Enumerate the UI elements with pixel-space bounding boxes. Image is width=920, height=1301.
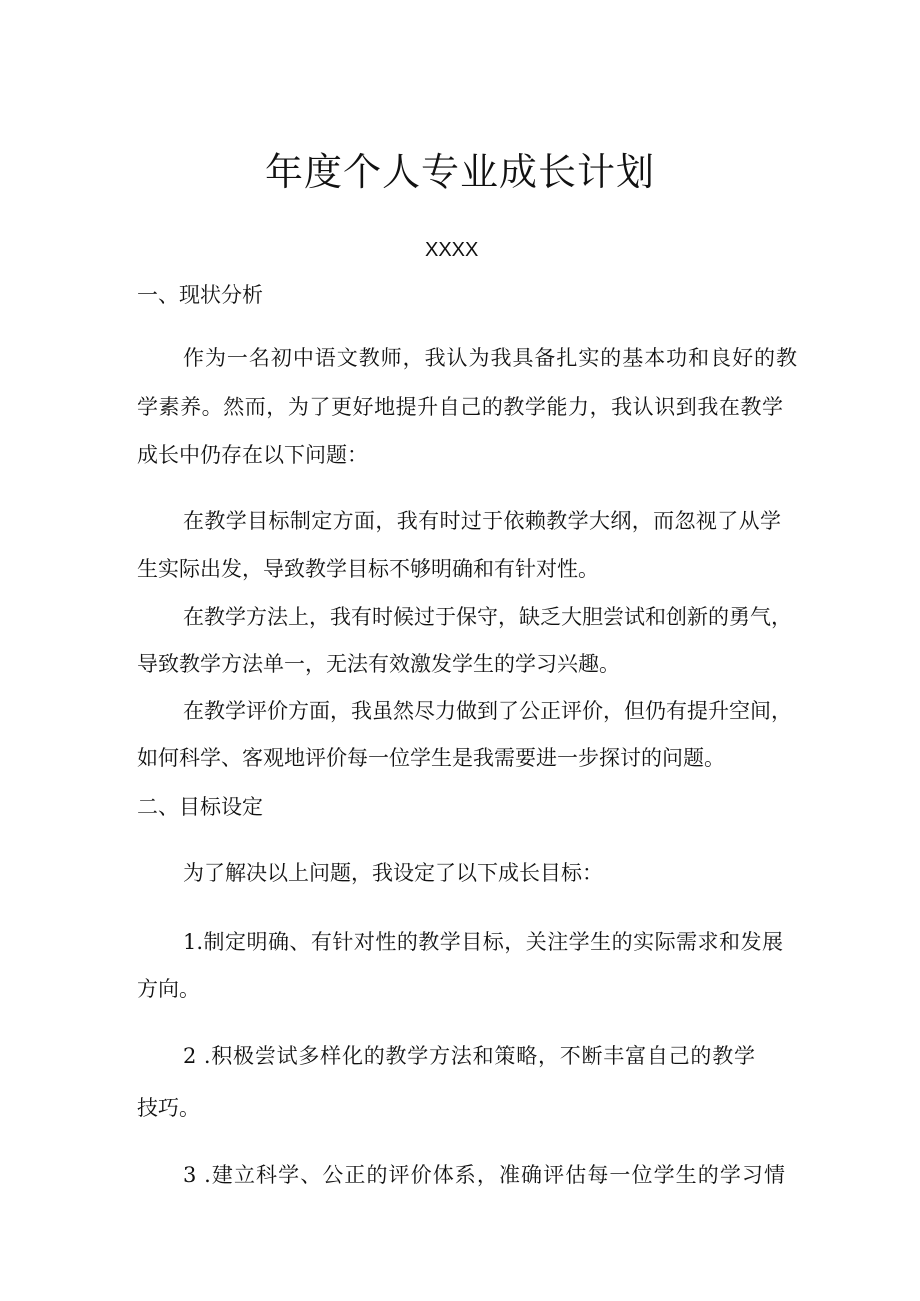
paragraph-line: 成长中仍存在以下问题：	[137, 443, 368, 467]
section-heading-status: 一、现状分析	[137, 283, 263, 307]
paragraph-line: 生实际出发，导致教学目标不够明确和有针对性。	[137, 557, 599, 581]
paragraph-line: 在教学方法上，我有时候过于保守，缺乏大胆尝试和创新的勇气，	[183, 605, 792, 629]
paragraph-line: 作为一名初中语文教师，我认为我具备扎实的基本功和良好的教	[183, 346, 797, 370]
paragraph-line: 在教学目标制定方面，我有时过于依赖教学大纲，而忽视了从学	[183, 509, 781, 533]
paragraph-line: 方向。	[137, 977, 200, 1001]
goal-item-3: 3 .建立科学、公正的评价体系，准确评估每一位学生的学习情	[183, 1163, 785, 1187]
paragraph-line: 学素养。然而，为了更好地提升自己的教学能力，我认识到我在教学	[137, 395, 783, 419]
document-title: 年度个人专业成长计划	[264, 150, 655, 194]
paragraph-line: 为了解决以上问题，我设定了以下成长目标：	[183, 861, 603, 885]
paragraph-line: 如何科学、客观地评价每一位学生是我需要进一步探讨的问题。	[137, 746, 725, 770]
author-name: XXXX	[425, 239, 479, 261]
paragraph-line: 技巧。	[137, 1096, 200, 1120]
section-heading-goals: 二、目标设定	[137, 795, 263, 819]
paragraph-line: 在教学评价方面，我虽然尽力做到了公正评价，但仍有提升空间，	[183, 699, 792, 723]
goal-item-2: 2 .积极尝试多样化的教学方法和策略，不断丰富自己的教学	[183, 1044, 755, 1068]
paragraph-line: 导致教学方法单一，无法有效激发学生的学习兴趣。	[137, 652, 620, 676]
goal-item-1: 1.制定明确、有针对性的教学目标，关注学生的实际需求和发展	[183, 930, 783, 954]
